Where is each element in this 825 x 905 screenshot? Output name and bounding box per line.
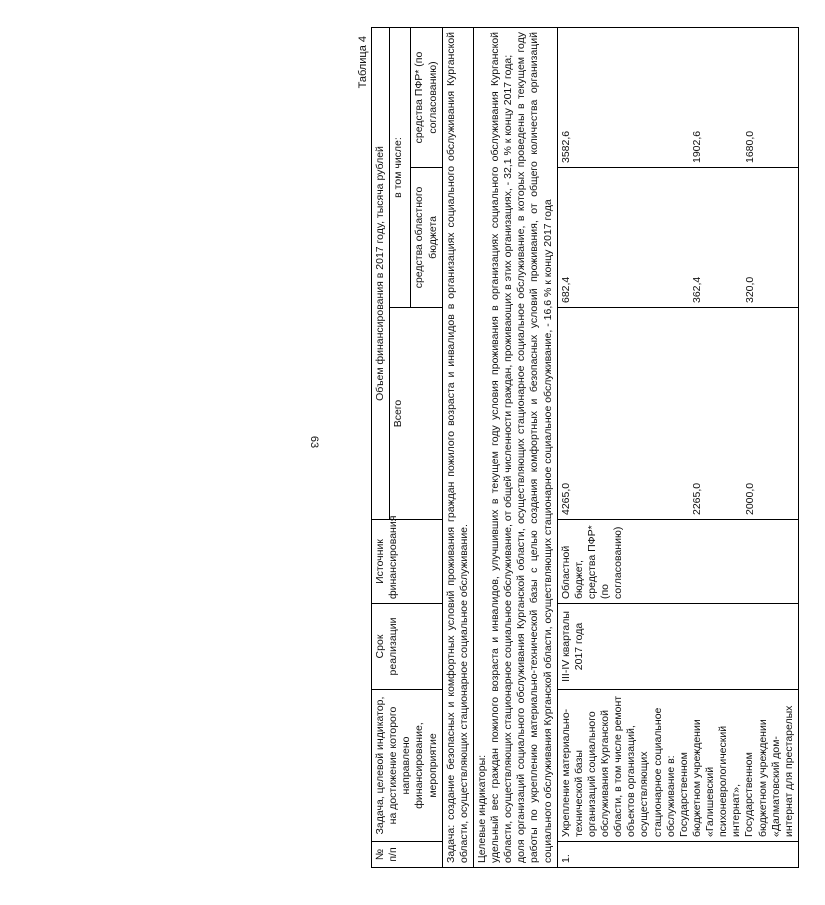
pfr-main: 3582,6 [559,130,572,163]
task-cell: Задача: создание безопасных и комфортных условий проживания граждан пожилого возраста и инвалидов в организациях социального обслуживания Курганской области, осуществляющих стационарное социальное обслуживание. [442,27,473,867]
page-number: 63 [308,435,320,449]
header-period: Срок реализации [372,604,443,690]
pfr-sub2: 1680,0 [743,130,756,163]
regional-values [557,168,798,308]
regional-sub2: 320,0 [743,276,756,303]
indicators-cell: Целевые индикаторы: удельный вес граждан пожилого возраста и инвалидов, улучшивших в текущем году условия проживания в организациях социального обслуживания Курганской области, осуществляющих стационарное социальное обслуживание, от общей численности граждан, проживающих в этих организациях, - 32,1 % к концу 2017 года; доля организаций социального обслуживания Курганской области, осуществляющих стационарное социальное обслуживание, в которых проведены в текущем году работы по укреплению материально-технической базы с целью создания комфортных и безопасных условий проживания, от общего количества организаций социального обслуживания Курганской области, осуществляющих стационарное социальное обслуживание, - 16,6 % к концу 2017 года [473,27,557,867]
task-row [442,27,473,867]
header-num: № п/п [372,842,443,868]
financing-table [371,27,799,868]
header-including: в том числе: [390,27,411,307]
total-sub1: 2265,0 [690,482,703,515]
activity-sub1-text: Государственном бюджетном учреждении «Галишевский психоневрологический интернат», [677,719,743,837]
rotated-content [355,28,825,868]
indicators-row [473,27,557,867]
table-title: Таблица 4 [357,36,369,89]
total-values [557,308,798,520]
header-total: Всего [390,308,443,520]
regional-sub1: 362,4 [690,276,703,303]
header-task: Задача, целевой индикатор, на достижение которого направлено финансирование, мероприятие [372,690,443,842]
regional-main: 682,4 [559,276,572,303]
activity-period: III-IV кварталы 2017 года [557,604,798,690]
activity-source: Областной бюджет, средства ПФР* (по согласованию) [557,520,798,604]
activity-sub2-text: Государственном бюджетном учреждении «Далматовский дом-интернат для престарелых [743,705,795,837]
activity-main-text: Укрепление материально-технической базы организаций социального обслуживания Курганской области, в том числе ремонт объектов организаций, осуществляющих стационарное социальное обслуживание в: [559,695,677,837]
total-main: 4265,0 [559,482,572,515]
activity-number: 1. [557,842,798,868]
total-sub2: 2000,0 [743,482,756,515]
header-source: Источник финансирования [372,520,443,604]
header-regional: средства областного бюджета [411,168,442,308]
activity-row [557,27,798,867]
header-pfr: средства ПФР* (по согласованию) [411,27,442,167]
header-volume: Объем финансирования в 2017 году, тысяча рублей [372,27,390,519]
header-row-1 [372,27,390,867]
activity-description [557,690,798,842]
pfr-values [557,27,798,167]
pfr-sub1: 1902,6 [690,130,703,163]
